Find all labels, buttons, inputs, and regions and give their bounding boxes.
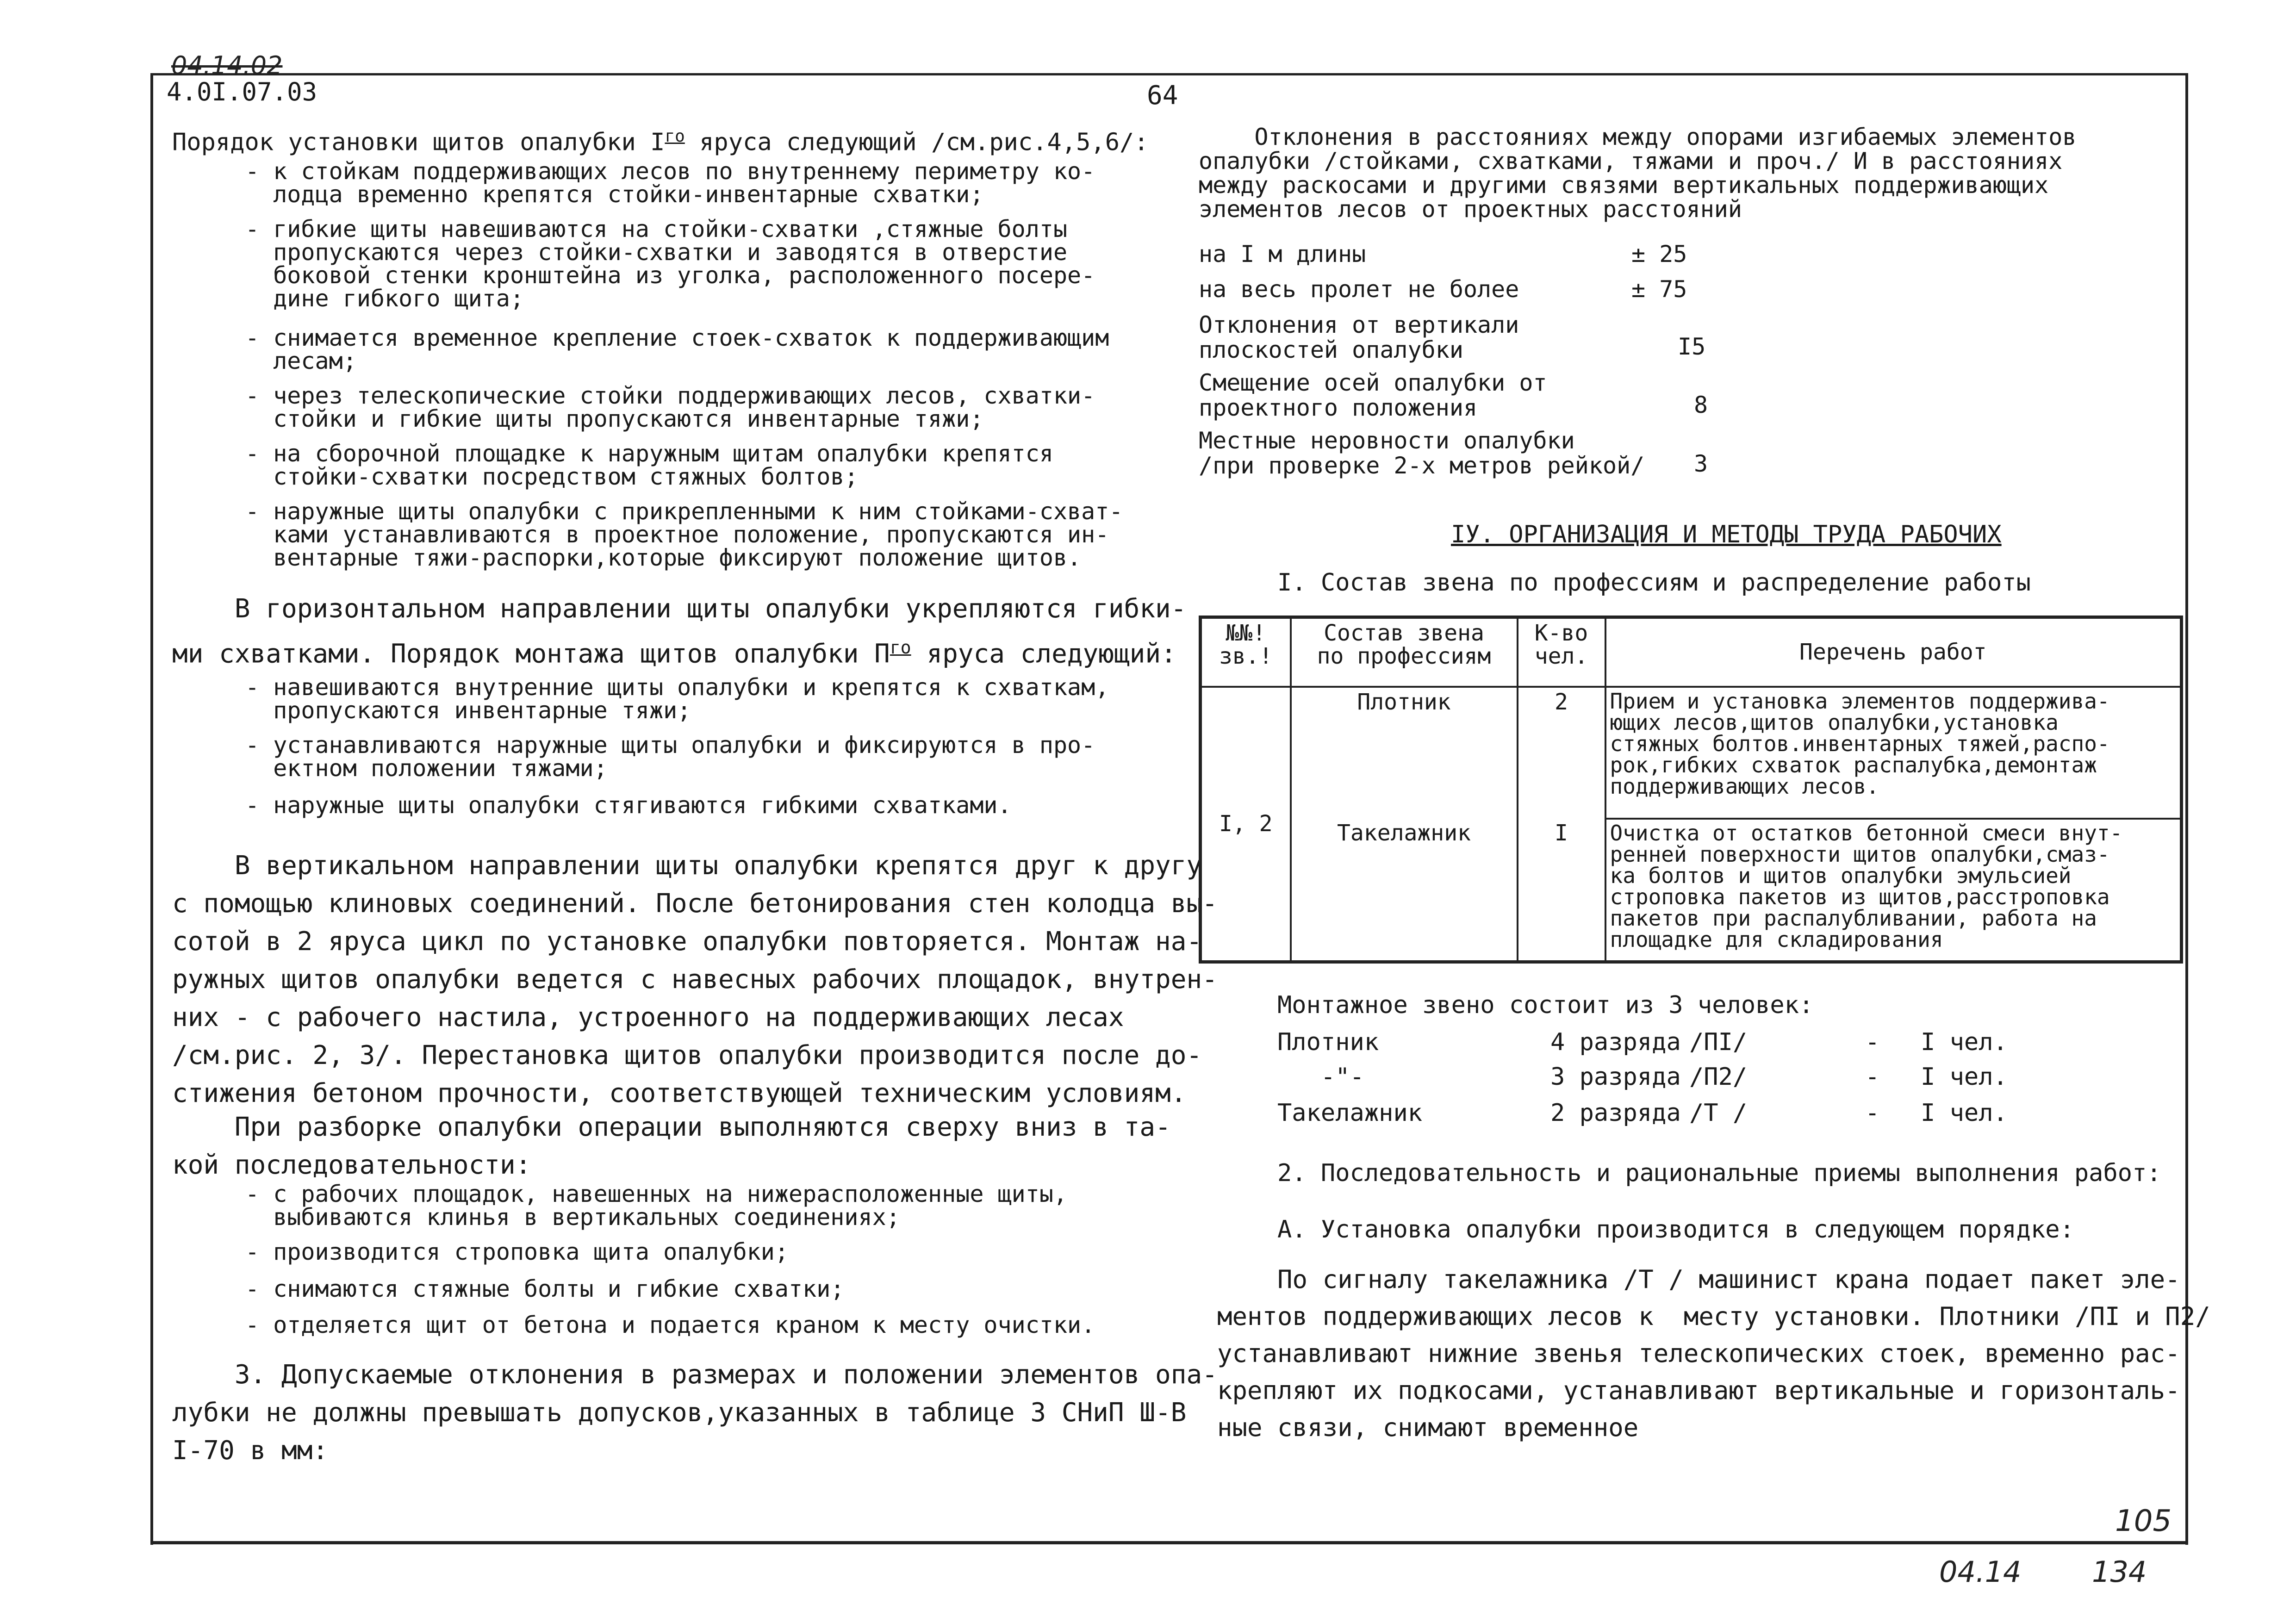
table-row — [1201, 819, 2182, 962]
header-profession: Состав звена по профессиям — [1291, 617, 1518, 687]
intro-line: Порядок установки щитов опалубки $I^{го}$ яруса следующий /см.рис.4,5,6/: — [172, 127, 1149, 156]
crew-code: /П2/ — [1689, 1063, 1748, 1091]
list-item: - к стойкам поддерживающих лесов по внутреннему периметру ко- лодца временно крепятся стойки-инвентарные схватки; — [245, 158, 1095, 208]
frame-top-line — [150, 73, 2187, 75]
tolerance-label: на I м длины — [1199, 241, 1366, 267]
list-item: - на сборочной площадке к наружным щитам опалубки крепятся стойки-схватки посредством стяжных болтов; — [245, 440, 1053, 490]
tolerance-value: 3 — [1694, 450, 1708, 477]
table-header-row — [1201, 617, 2182, 687]
crew-name: -"- — [1277, 1063, 1364, 1091]
crew-name: Плотник — [1277, 1028, 1379, 1056]
count-cell: I — [1518, 819, 1605, 962]
list-item: - с рабочих площадок, навешенных на нижерасположенные щиты, выбиваются клинья в вертикальных соединениях; — [245, 1181, 1068, 1231]
profession-cell: Такелажник — [1291, 819, 1518, 962]
paragraph-tolerances: 3. Допускаемые отклонения в размерах и положении элементов опа- лубки не должны превышать допусков,указанных в таблице 3 СНиП Ш-В I-70 в мм: — [172, 1360, 1218, 1466]
paragraph-vertical: В вертикальном направлении щиты опалубки крепятся друг к другу с помощью клиновых соединений. После бетонирования стен колодца вы- сотой в 2 яруса цикл по установке опалубки повторяется. Монтаж на- ружных щитов опалубки ведется с навесных рабочих площадок, внутрен- них - с рабочего настила, устроенного на поддерживающих лесах /см.рис. 2, 3/. Перестановка щитов опалубки производится после до- стижения бетоном прочности, соответствующей техническим условиям. — [172, 851, 1218, 1108]
crew-count: I чел. — [1921, 1063, 2008, 1091]
crew-dash: - — [1865, 1063, 1880, 1091]
doc-code: 4.0I.07.03 — [167, 77, 317, 106]
paragraph-horizontal-2: ми схватками. Порядок монтажа щитов опалубки $П^{го}$ яруса следующий: — [172, 637, 1176, 669]
header-works: Перечень работ — [1605, 617, 2182, 687]
tolerance-label: Местные неровности опалубки /при проверке 2-х метров рейкой/ — [1199, 427, 1645, 479]
tolerance-value: ± 75 — [1631, 276, 1687, 303]
tolerance-label: Смещение осей опалубки от проектного положения — [1199, 369, 1547, 421]
crew-code: /ПI/ — [1689, 1028, 1748, 1056]
list-item: - наружные щиты опалубки стягиваются гибкими схватками. — [245, 792, 1012, 819]
crew-code: /Т / — [1689, 1099, 1748, 1127]
crew-intro: Монтажное звено состоит из 3 человек: — [1277, 991, 1814, 1019]
crew-name: Такелажник — [1277, 1099, 1423, 1127]
list-item: - отделяется щит от бетона и подается краном к месту очистки. — [245, 1312, 1095, 1338]
section-title: IУ. ОРГАНИЗАЦИЯ И МЕТОДЫ ТРУДА РАБОЧИХ — [1451, 521, 2002, 548]
list-item: - навешиваются внутренние щиты опалубки и крепятся к схваткам, пропускаются инвентарные тяжи; — [245, 674, 1109, 724]
crew-count: I чел. — [1921, 1099, 2008, 1127]
crew-dash: - — [1865, 1028, 1880, 1056]
crew-grade: 4 разряда — [1550, 1028, 1681, 1056]
works-cell: Очистка от остатков бетонной смеси внут- ренней поверхности щитов опалубки,смаз- ка болтов и щитов опалубки эмульсией строповка пакетов из щитов,расстроповка пакетов при распалубливании, работа на площадке для складирования — [1605, 819, 2182, 962]
page-number: 64 — [1147, 81, 1178, 111]
tolerance-value: 8 — [1694, 392, 1708, 418]
subsection-a: А. Установка опалубки производится в следующем порядке: — [1277, 1216, 2074, 1244]
frame-left-line — [150, 73, 153, 1545]
works-cell: Прием и установка элементов поддержива- ющих лесов,щитов опалубки,установка стяжных болтов.инвентарных тяжей,распо- рок,гибких схваток распалубка,демонтаж поддерживающих лесов. — [1605, 687, 2182, 819]
paragraph-horizontal: В горизонтальном направлении щиты опалубки укрепляются гибки- — [172, 594, 1187, 624]
subsection-title: I. Состав звена по профессиям и распределение работы — [1277, 569, 2031, 597]
frame-bottom-line — [150, 1541, 2188, 1544]
crew-count: I чел. — [1921, 1028, 2008, 1056]
list-item: - через телескопические стойки поддерживающих лесов, схватки- стойки и гибкие щиты пропускаются инвентарные тяжи; — [245, 382, 1095, 432]
crew-table — [1199, 616, 2183, 964]
subsection-sequence: 2. Последовательность и рациональные приемы выполнения работ: — [1277, 1159, 2161, 1187]
tolerance-intro: Отклонения в расстояниях между опорами изгибаемых элементов опалубки /стойками, схватками, тяжами и проч./ И в расстояниях между раскосами и другими связями вертикальных поддерживающих элементов лесов от проектных расстояний — [1199, 124, 2077, 223]
struck-stamp: 04.14.02 — [171, 51, 283, 80]
list-item: - производится строповка щита опалубки; — [245, 1238, 789, 1265]
crew-grade: 2 разряда — [1550, 1099, 1681, 1127]
tolerance-value: I5 — [1678, 333, 1706, 360]
crew-grade: 3 разряда — [1550, 1063, 1681, 1091]
tolerance-label: на весь пролет не более — [1199, 276, 1519, 303]
tolerance-value: ± 25 — [1631, 241, 1687, 267]
paragraph-signal: По сигналу такелажника /Т / машинист крана подает пакет эле- ментов поддерживающих лесов к месту установки. Плотники /ПI и П2/ устанавливают нижние звенья телескопических стоек, временно рас- крепляют их подкосами, устанавливают вертикальные и горизонталь- ные связи, снимают временное — [1217, 1265, 2210, 1442]
hand-doc-code: 04.14 — [1939, 1555, 2022, 1589]
crew-dash: - — [1865, 1099, 1880, 1127]
paragraph-disassembly: При разборке опалубки операции выполняются сверху вниз в та- кой последовательности: — [172, 1112, 1171, 1180]
profession-cell: Плотник — [1291, 687, 1518, 819]
hand-page-number: 105 — [2115, 1504, 2172, 1538]
unit-number: I, 2 — [1201, 687, 1291, 962]
count-cell: 2 — [1518, 687, 1605, 819]
header-unit-no: №№! зв.! — [1201, 617, 1291, 687]
header-count: К-во чел. — [1518, 617, 1605, 687]
tolerance-label: Отклонения от вертикали плоскостей опалубки — [1199, 311, 1519, 363]
hand-sheet-number: 134 — [2092, 1555, 2147, 1589]
list-item: - гибкие щиты навешиваются на стойки-схватки ,стяжные болты пропускаются через стойки-схватки и заводятся в отверстие боковой стенки кронштейна из уголка, расположенного посере- дине гибкого щита; — [245, 216, 1095, 312]
table-row — [1201, 687, 2182, 819]
list-item: - наружные щиты опалубки с прикрепленными к ним стойками-схват- ками устанавливаются в проектное положение, пропускаются ин- вентарные тяжи-распорки,которые фиксируют положение щитов. — [245, 498, 1123, 571]
list-item: - снимаются стяжные болты и гибкие схватки; — [245, 1275, 845, 1302]
list-item: - устанавливаются наружные щиты опалубки и фиксируются в про- ектном положении тяжами; — [245, 732, 1095, 782]
list-item: - снимается временное крепление стоек-схваток к поддерживающим лесам; — [245, 324, 1109, 374]
